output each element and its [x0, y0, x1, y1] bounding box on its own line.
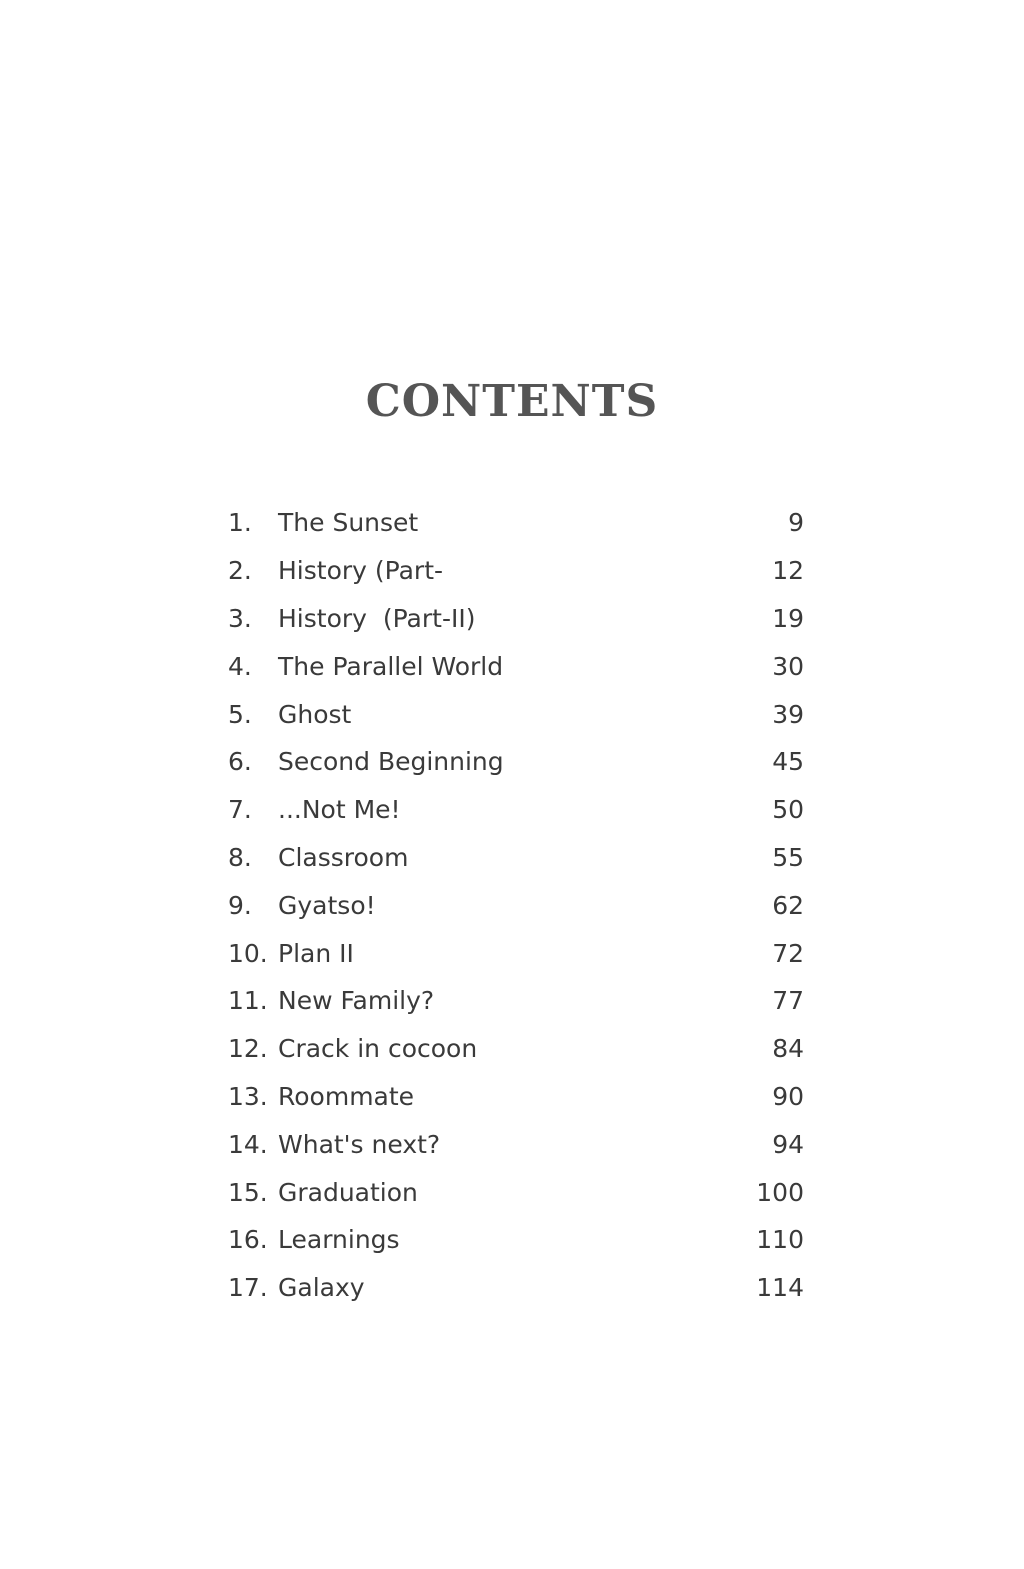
- toc-entry[interactable]: [228, 690, 804, 738]
- chapter-number: 16.: [228, 1225, 268, 1255]
- chapter-number: 10.: [228, 938, 268, 968]
- toc-entry[interactable]: [228, 834, 804, 882]
- table-of-contents: [228, 499, 804, 1312]
- page-number: 94: [772, 1129, 804, 1159]
- page-number: 45: [772, 747, 804, 777]
- chapter-number: 1.: [228, 508, 252, 538]
- toc-entry[interactable]: [228, 642, 804, 690]
- chapter-title: ...Not Me!: [278, 795, 401, 825]
- chapter-number: 6.: [228, 747, 252, 777]
- page-number: 84: [772, 1034, 804, 1064]
- chapter-number: 12.: [228, 1034, 268, 1064]
- toc-entry[interactable]: [228, 786, 804, 834]
- toc-entry[interactable]: [228, 881, 804, 929]
- toc-entry[interactable]: [228, 547, 804, 595]
- toc-entry[interactable]: [228, 499, 804, 547]
- chapter-title: History (Part-II): [278, 603, 476, 633]
- page-number: 55: [772, 842, 804, 872]
- toc-entry[interactable]: [228, 1264, 804, 1312]
- chapter-title: History (Part-: [278, 556, 444, 586]
- page-number: 110: [756, 1225, 804, 1255]
- chapter-number: 2.: [228, 556, 252, 586]
- chapter-number: 9.: [228, 890, 252, 920]
- toc-entry[interactable]: [228, 738, 804, 786]
- chapter-number: 11.: [228, 986, 268, 1016]
- chapter-title: Ghost: [278, 699, 352, 729]
- chapter-title: Classroom: [278, 842, 409, 872]
- chapter-title: Plan II: [278, 938, 354, 968]
- toc-entry[interactable]: [228, 929, 804, 977]
- toc-entry[interactable]: [228, 595, 804, 643]
- toc-entry[interactable]: [228, 1073, 804, 1121]
- chapter-title: Galaxy: [278, 1273, 365, 1303]
- page-number: 12: [772, 556, 804, 586]
- chapter-number: 7.: [228, 795, 252, 825]
- page-number: 114: [756, 1273, 804, 1303]
- chapter-title: Second Beginning: [278, 747, 504, 777]
- chapter-number: 3.: [228, 603, 252, 633]
- chapter-title: Graduation: [278, 1177, 418, 1207]
- chapter-title: The Parallel World: [278, 651, 504, 681]
- toc-entry[interactable]: [228, 1025, 804, 1073]
- chapter-number: 8.: [228, 842, 252, 872]
- contents-heading: CONTENTS: [365, 376, 659, 427]
- toc-entry[interactable]: [228, 1168, 804, 1216]
- chapter-number: 4.: [228, 651, 252, 681]
- page-number: 77: [772, 986, 804, 1016]
- chapter-title: Learnings: [278, 1225, 400, 1255]
- toc-entry[interactable]: [228, 977, 804, 1025]
- chapter-number: 13.: [228, 1081, 268, 1111]
- chapter-title: New Family?: [278, 986, 435, 1016]
- chapter-title: Roommate: [278, 1081, 415, 1111]
- page-number: 9: [788, 508, 804, 538]
- page-number: 100: [756, 1177, 804, 1207]
- page-number: 62: [772, 890, 804, 920]
- chapter-title: Crack in cocoon: [278, 1034, 478, 1064]
- chapter-number: 14.: [228, 1129, 268, 1159]
- chapter-number: 5.: [228, 699, 252, 729]
- page-number: 30: [772, 651, 804, 681]
- chapter-number: 17.: [228, 1273, 268, 1303]
- chapter-number: 15.: [228, 1177, 268, 1207]
- page-number: 90: [772, 1081, 804, 1111]
- toc-entry[interactable]: [228, 1120, 804, 1168]
- page-number: 72: [772, 938, 804, 968]
- page-number: 50: [772, 795, 804, 825]
- toc-entry[interactable]: [228, 1216, 804, 1264]
- chapter-title: Gyatso!: [278, 890, 376, 920]
- chapter-title: The Sunset: [278, 508, 419, 538]
- page-number: 39: [772, 699, 804, 729]
- chapter-title: What's next?: [278, 1129, 441, 1159]
- page-number: 19: [772, 603, 804, 633]
